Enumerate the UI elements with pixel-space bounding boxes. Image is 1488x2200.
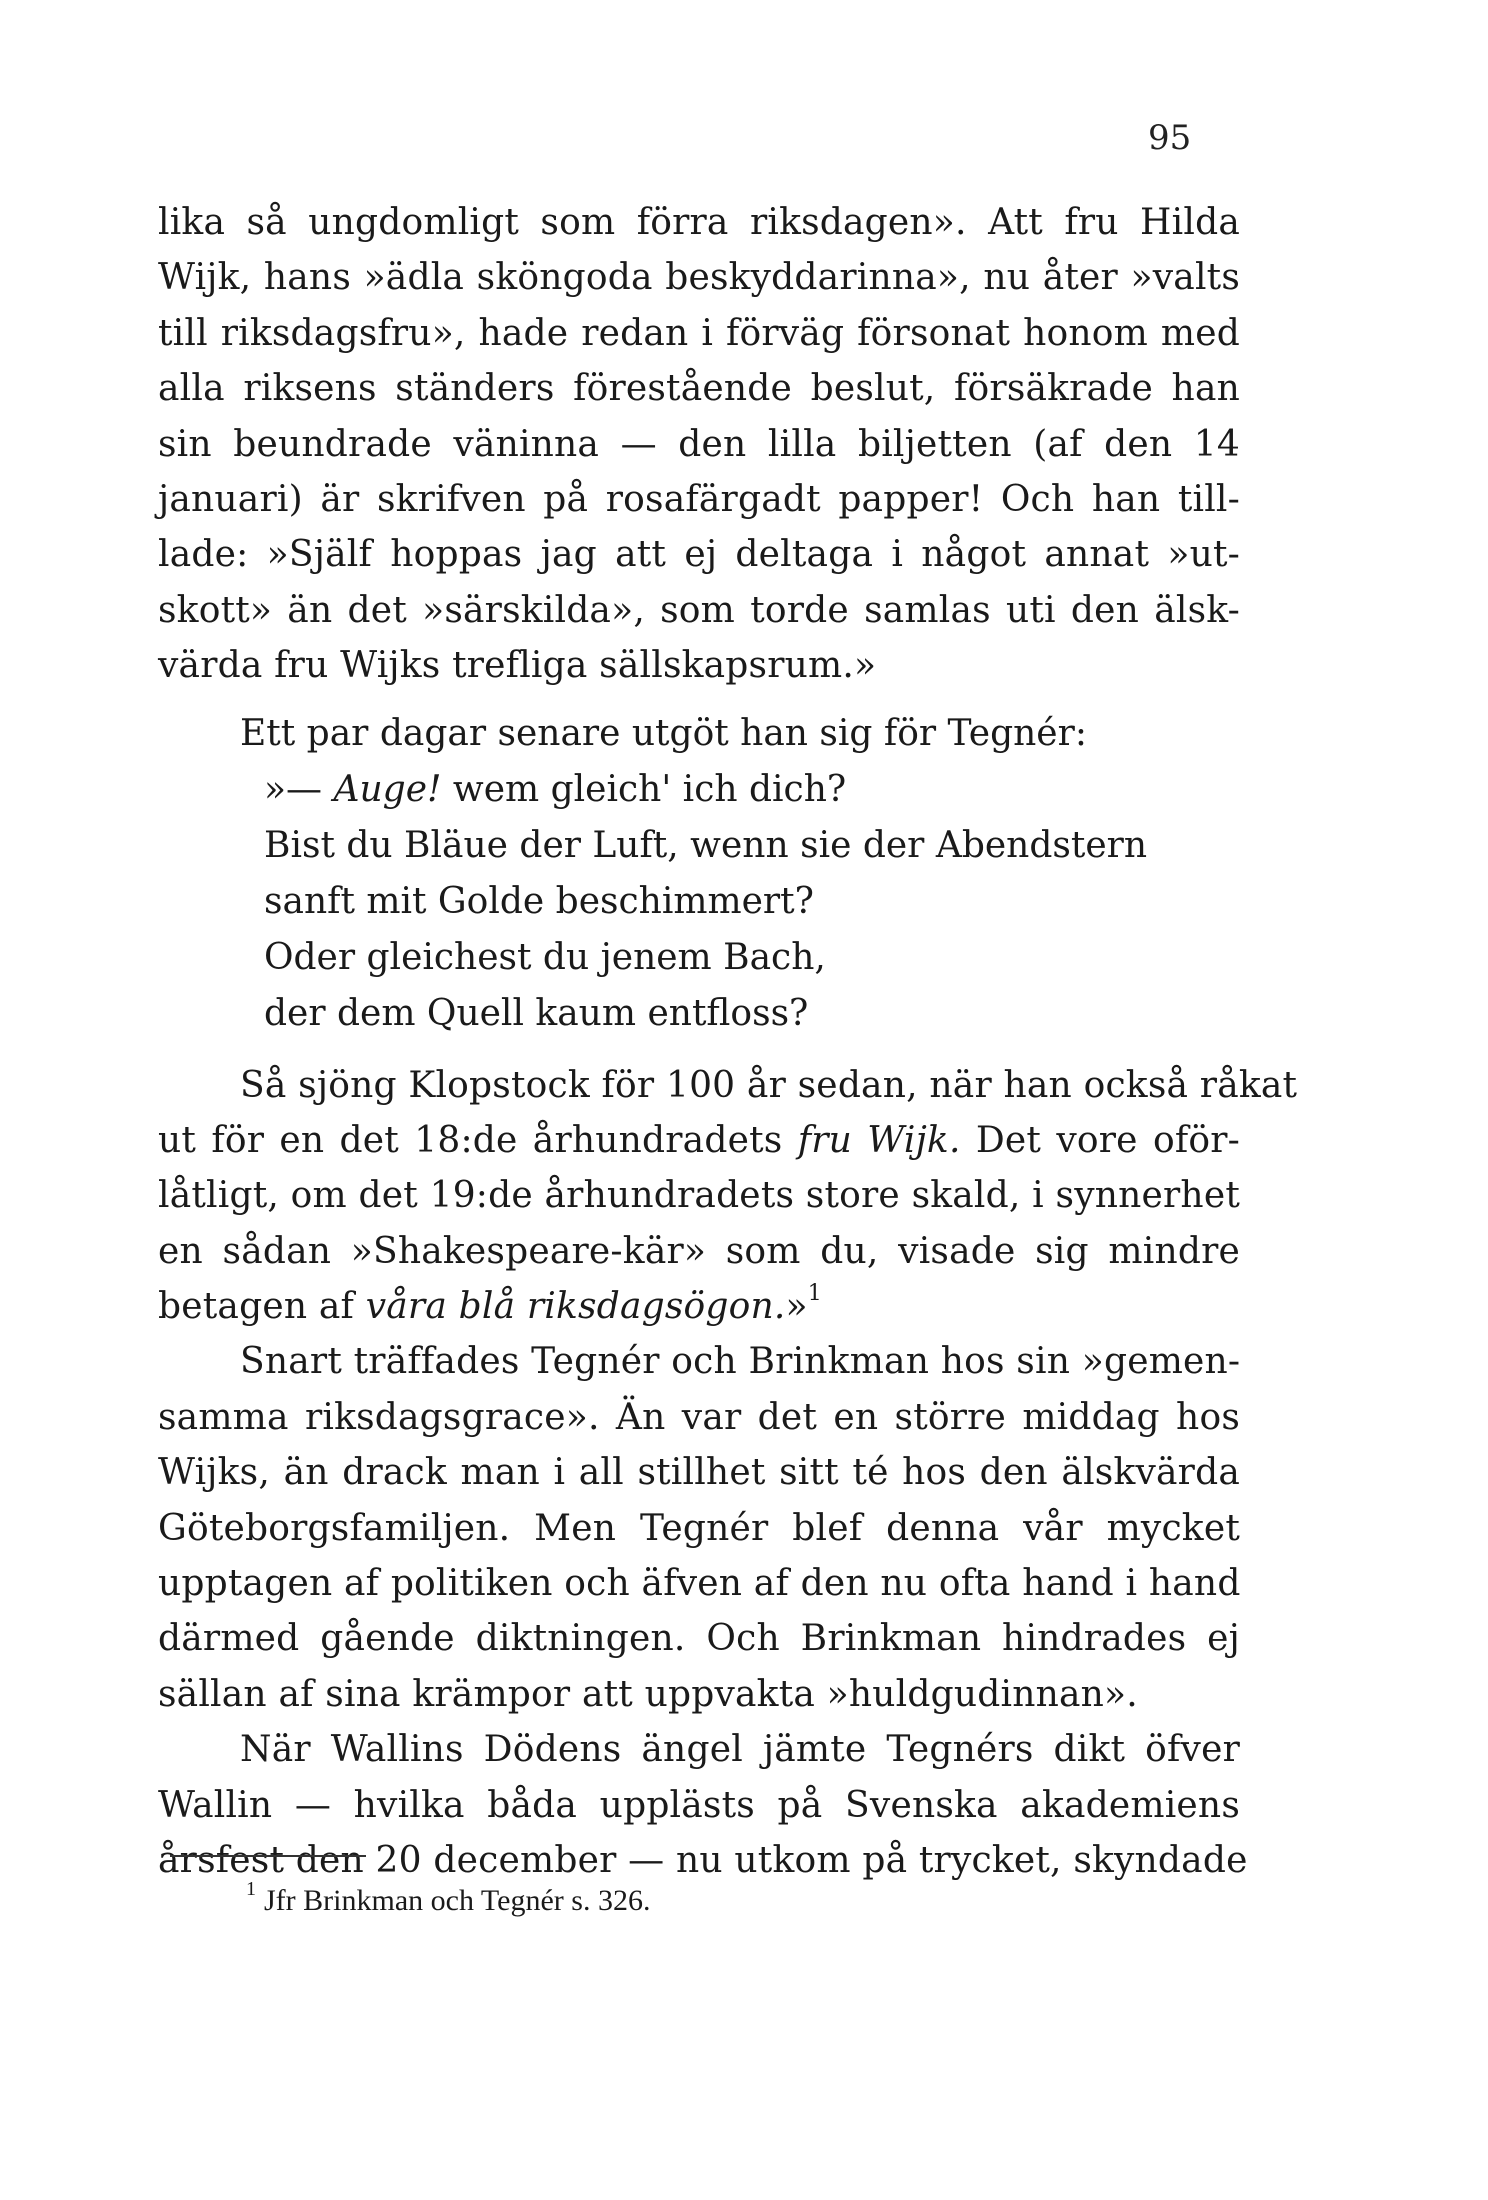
verse-line: sanft mit Golde beschimmert? [264, 880, 814, 922]
text-segment: Det vore oför- [960, 1119, 1240, 1161]
text-line: Göteborgsfamiljen. Men Tegnér blef denna vår mycket [158, 1507, 1240, 1549]
text-line: därmed gående diktningen. Och Brinkman hindrades ej [158, 1618, 1240, 1660]
text-line: När Wallins Dödens ängel jämte Tegnérs dikt öfver [240, 1729, 1240, 1771]
text-line: värda fru Wijks trefliga sällskapsrum.» [158, 645, 877, 687]
text-line [158, 1113, 1240, 1168]
paragraph-1 [158, 195, 1240, 694]
text-line: januari) är skrifven på rosafärgadt papper! Och han till- [158, 478, 1240, 520]
verse-line: Bist du Bläue der Luft, wenn sie der Abendstern [264, 824, 1148, 866]
paragraph-3 [158, 1334, 1240, 1722]
text-line: lade: »Själf hoppas jag att ej deltaga i något annat »ut- [158, 534, 1240, 576]
text-line: Wallin — hvilka båda upplästs på Svenska akademiens [158, 1784, 1240, 1826]
verse-line: der dem Quell kaum entfloss? [264, 992, 809, 1034]
text-line: Snart träffades Tegnér och Brinkman hos sin »gemen- [240, 1341, 1241, 1383]
italic-phrase: våra blå riksdagsögon. [365, 1286, 786, 1328]
footnote [246, 1873, 650, 1921]
text-line: alla riksens ständers förestående beslut, försäkrade han [158, 368, 1240, 410]
text-line: en sådan »Shakespeare-kär» som du, visade sig mindre [158, 1230, 1240, 1272]
footnote-text: Jfr Brinkman och Tegnér s. 326. [264, 1884, 651, 1917]
paragraph-2 [158, 1058, 1298, 1335]
text-line: samma riksdagsgrace». Än var det en större middag hos [158, 1396, 1240, 1438]
text-line: upptagen af politiken och äfven af den nu ofta hand i hand [158, 1563, 1241, 1605]
footnote-marker: 1 [246, 1878, 256, 1900]
verse-prefix: »— [264, 768, 334, 810]
italic-name: fru Wijk. [797, 1119, 961, 1161]
text-line: till riksdagsfru», hade redan i förväg försonat honom med [158, 312, 1240, 354]
text-line: låtligt, om det 19:de århundradets store skald, i synnerhet [158, 1175, 1240, 1217]
footnote-divider [170, 1855, 366, 1857]
footnote-reference: 1 [807, 1281, 822, 1307]
verse-line: Oder gleichest du jenem Bach, [264, 936, 826, 978]
text-segment: ut för en det 18:de århundradets [158, 1119, 798, 1161]
verse-italic-word: Auge! [333, 768, 442, 810]
body-text [158, 195, 1298, 1888]
text-line: Wijks, än drack man i all stillhet sitt té hos den älskvärda [158, 1452, 1240, 1494]
verse-intro: Ett par dagar senare utgöt han sig för Tegnér: [240, 712, 1087, 754]
text-line: lika så ungdomligt som förra riksdagen». Att fru Hilda [158, 202, 1240, 243]
text-line: skott» än det »särskilda», som torde samlas uti den älsk- [158, 589, 1240, 631]
text-segment: betagen af [158, 1286, 366, 1328]
verse-rest: wem gleich' ich dich? [441, 768, 847, 810]
text-line: årsfest den 20 december — nu utkom på trycket, skyndade [158, 1839, 1248, 1881]
text-segment: » [785, 1286, 808, 1328]
text-line [158, 1279, 1240, 1334]
text-line: sällan af sina krämpor att uppvakta »huldgudinnan». [158, 1673, 1138, 1715]
page-number: 95 [1148, 118, 1192, 158]
text-line: Wijk, hans »ädla sköngoda beskyddarinna», nu åter »valts [158, 257, 1240, 299]
verse-quote [158, 762, 1240, 1042]
paragraph-4 [158, 1722, 1248, 1888]
verse-line [264, 762, 1240, 818]
text-line: Så sjöng Klopstock för 100 år sedan, när han också råkat [240, 1064, 1298, 1106]
text-line: sin beundrade väninna — den lilla biljetten (af den 14 [158, 423, 1240, 465]
